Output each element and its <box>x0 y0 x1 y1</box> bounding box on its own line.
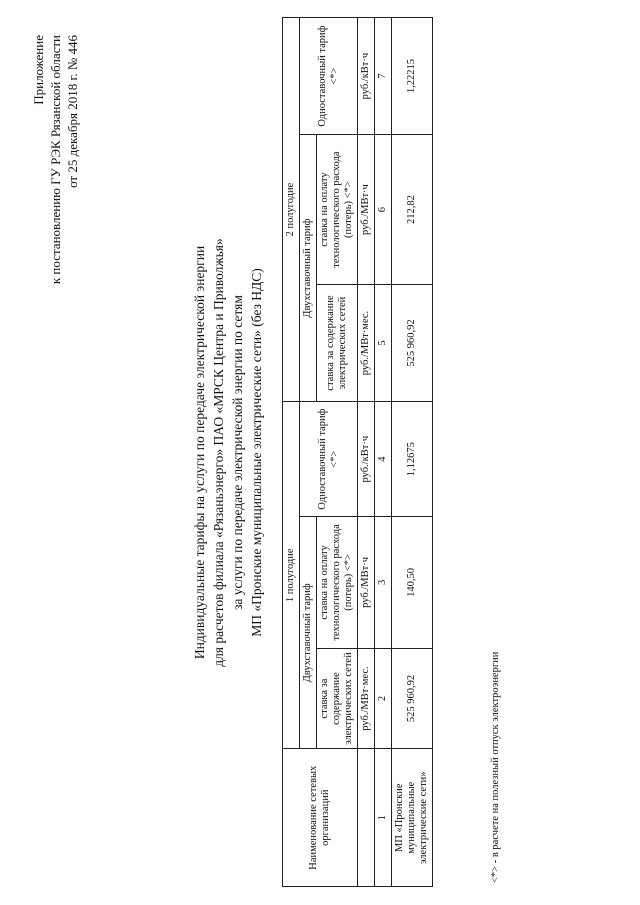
column-number: 3 <box>375 517 392 648</box>
table-row <box>392 18 433 887</box>
h2-two-rate-header: Двухставочный тариф <box>300 135 317 402</box>
tariff-table <box>282 17 433 887</box>
appendix-block <box>30 35 81 284</box>
column-number: 2 <box>375 648 392 749</box>
heading-line-1: Индивидуальные тарифы на услуги по передаче электрической энергии <box>192 245 207 660</box>
h1-one-rate-value: 1,12675 <box>392 402 433 517</box>
heading-line-3: за услуги по передаче электрической энергии по сетям <box>230 295 245 610</box>
h1-two-rate-header: Двухставочный тариф <box>300 517 317 749</box>
unit-h1-maintenance: руб./МВт·мес. <box>358 648 375 749</box>
h2-losses-header: ставка на оплату технологического расхода (потерь) <*> <box>317 135 358 285</box>
heading-line-2: для расчетов филиала «Рязаньэнерго» ПАО «МРСК Центра и Приволжья» <box>211 238 226 667</box>
column-number: 4 <box>375 402 392 517</box>
h2-one-rate-header: Одноставочный тариф <*> <box>300 18 358 135</box>
h2-one-rate-value: 1,22215 <box>392 18 433 135</box>
half-1-header: 1 полугодие <box>283 402 300 749</box>
half-2-header: 2 полугодие <box>283 18 300 402</box>
h1-maintenance-value: 525 960,92 <box>392 648 433 749</box>
unit-h2-maintenance: руб./МВт·мес. <box>358 284 375 401</box>
h1-maintenance-header: ставка за содержание электрических сетей <box>317 648 358 749</box>
h1-one-rate-header: Одноставочный тариф <*> <box>300 402 358 517</box>
unit-cell-empty <box>358 749 375 887</box>
heading-line-4: МП «Пронские муниципальные электрические сети» (без НДС) <box>249 268 264 637</box>
h1-losses-header: ставка на оплату технологического расхода (потерь) <*> <box>317 517 358 648</box>
unit-h1-one-rate: руб./кВт·ч <box>358 402 375 517</box>
appendix-date: от 25 декабря 2018 г. № 446 <box>65 35 80 188</box>
column-number: 5 <box>375 284 392 401</box>
document-heading <box>190 0 266 905</box>
unit-h2-losses: руб./МВт·ч <box>358 135 375 285</box>
header-row-periods <box>283 18 300 887</box>
unit-h1-losses: руб./МВт·ч <box>358 517 375 648</box>
org-name-cell: МП «Пронские муниципальные электрические сети» <box>392 749 433 887</box>
appendix-resolution: к постановлению ГУ РЭК Рязанской области <box>48 35 63 285</box>
column-number: 7 <box>375 18 392 135</box>
footnote: <*> - в расчете на полезный отпуск электроэнергии <box>490 651 501 883</box>
org-name-header: Наименование сетевых организаций <box>283 749 358 887</box>
column-number: 1 <box>375 749 392 887</box>
h2-losses-value: 212,82 <box>392 135 433 285</box>
h2-maintenance-header: ставка за содержание электрических сетей <box>317 284 358 401</box>
appendix-title: Приложение <box>31 35 46 105</box>
h1-losses-value: 140,50 <box>392 517 433 648</box>
unit-h2-one-rate: руб./кВт·ч <box>358 18 375 135</box>
column-number: 6 <box>375 135 392 285</box>
column-number-row <box>375 18 392 887</box>
header-row-units <box>358 18 375 887</box>
h2-maintenance-value: 525 960,92 <box>392 284 433 401</box>
